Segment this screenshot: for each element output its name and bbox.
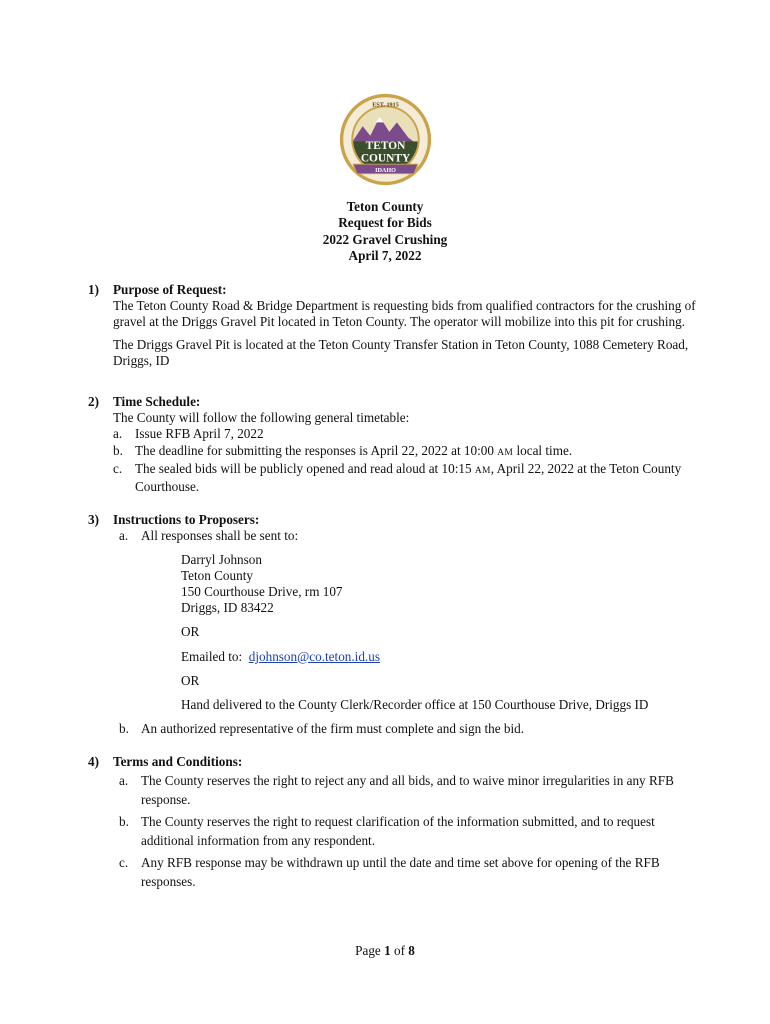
page-total: 8 [408, 943, 415, 958]
section-heading: Instructions to Proposers: [113, 512, 260, 528]
list-marker: a. [119, 772, 129, 788]
section-heading: Purpose of Request: [113, 282, 227, 297]
section-heading: Terms and Conditions: [113, 754, 243, 770]
list-marker: a. [113, 426, 123, 442]
section-heading: Time Schedule: [113, 394, 201, 410]
list-item-text: Any RFB response may be withdrawn up until the date and time set above for opening of the RFB responses. [141, 854, 660, 889]
page-of: of [393, 943, 405, 958]
list-item [119, 721, 698, 737]
list-item-text: The County reserves the right to request clarification of the information submitted, and to request additional information from any respondent. [141, 813, 655, 848]
list-marker: b. [113, 442, 123, 458]
or-separator: OR [181, 672, 200, 688]
list-item [113, 426, 698, 442]
email-link[interactable]: djohnson@co.teton.id.us [248, 648, 380, 664]
section-number: 4) [88, 754, 99, 770]
or-separator: OR [181, 624, 200, 640]
list-item-text: The County reserves the right to reject any and all bids, and to waive minor irregularities in any RFB response. [141, 772, 674, 807]
title-line-county: Teton County [346, 199, 424, 214]
list-item [119, 812, 698, 850]
list-marker: c. [119, 854, 129, 870]
section-number: 2) [88, 394, 99, 410]
page-footer [0, 943, 770, 959]
teton-county-seal-logo [338, 92, 433, 187]
email-line [181, 649, 698, 665]
section-number: 1) [88, 282, 99, 297]
list-marker: c. [113, 460, 123, 476]
list-item-text: An authorized representative of the firm must complete and sign the bid. [141, 721, 525, 737]
list-marker: b. [119, 813, 129, 829]
list-item [119, 853, 698, 891]
seal-top-text: EST. 1915 [372, 102, 399, 109]
list-item [119, 771, 698, 809]
list-item-text: The deadline for submitting the responses is April 22, 2022 at 10:00 [135, 442, 494, 458]
paragraph: The Driggs Gravel Pit is located at the Teton County Transfer Station in Teton County, 1088 Cemetery Road, Driggs, ID [113, 336, 689, 368]
list-item-text: , April 22, 2022 at the Teton County Courthouse. [135, 460, 682, 495]
address-city: Driggs, ID 83422 [181, 600, 274, 616]
list-marker: b. [119, 721, 129, 737]
seal-name-line2: COUNTY [360, 152, 411, 165]
page-current: 1 [384, 943, 391, 958]
list-item [119, 528, 698, 713]
page-label: Page [355, 943, 381, 958]
section-terms [88, 754, 698, 890]
seal-name-line1: TETON [365, 140, 406, 152]
title-line-request: Request for Bids [338, 215, 432, 231]
paragraph: The County will follow the following general timetable: [113, 410, 410, 426]
list-item [113, 461, 698, 495]
list-item-text: local time. [516, 442, 573, 458]
time-suffix: AM [474, 465, 491, 476]
address-org: Teton County [181, 567, 253, 583]
list-item-text: Issue RFB April 7, 2022 [135, 426, 264, 442]
seal-state: IDAHO [375, 167, 396, 174]
email-label: Emailed to: [181, 648, 243, 664]
section-instructions [88, 512, 698, 737]
section-purpose [88, 282, 698, 369]
title-line-date: April 7, 2022 [348, 248, 422, 264]
paragraph: The Teton County Road & Bridge Department is requesting bids from qualified contractors for the crushing of gravel at the Driggs Gravel Pit located in Teton County. The operator will mobilize into this pit for crushing. [113, 298, 696, 330]
hand-delivery-line: Hand delivered to the County Clerk/Recorder office at 150 Courthouse Drive, Driggs ID [181, 697, 649, 713]
document-title-block [0, 199, 770, 265]
address-name: Darryl Johnson [181, 551, 262, 567]
section-time-schedule [88, 394, 698, 495]
mailing-address-block [181, 552, 698, 714]
list-item [113, 443, 698, 461]
list-item-text: The sealed bids will be publicly opened and read aloud at 10:15 [135, 460, 472, 476]
section-number: 3) [88, 512, 99, 528]
title-line-project: 2022 Gravel Crushing [322, 231, 448, 247]
address-street: 150 Courthouse Drive, rm 107 [181, 584, 343, 600]
document-body [88, 282, 698, 891]
time-suffix: AM [497, 447, 514, 458]
list-item-text: All responses shall be sent to: [141, 528, 299, 544]
list-marker: a. [119, 528, 129, 544]
